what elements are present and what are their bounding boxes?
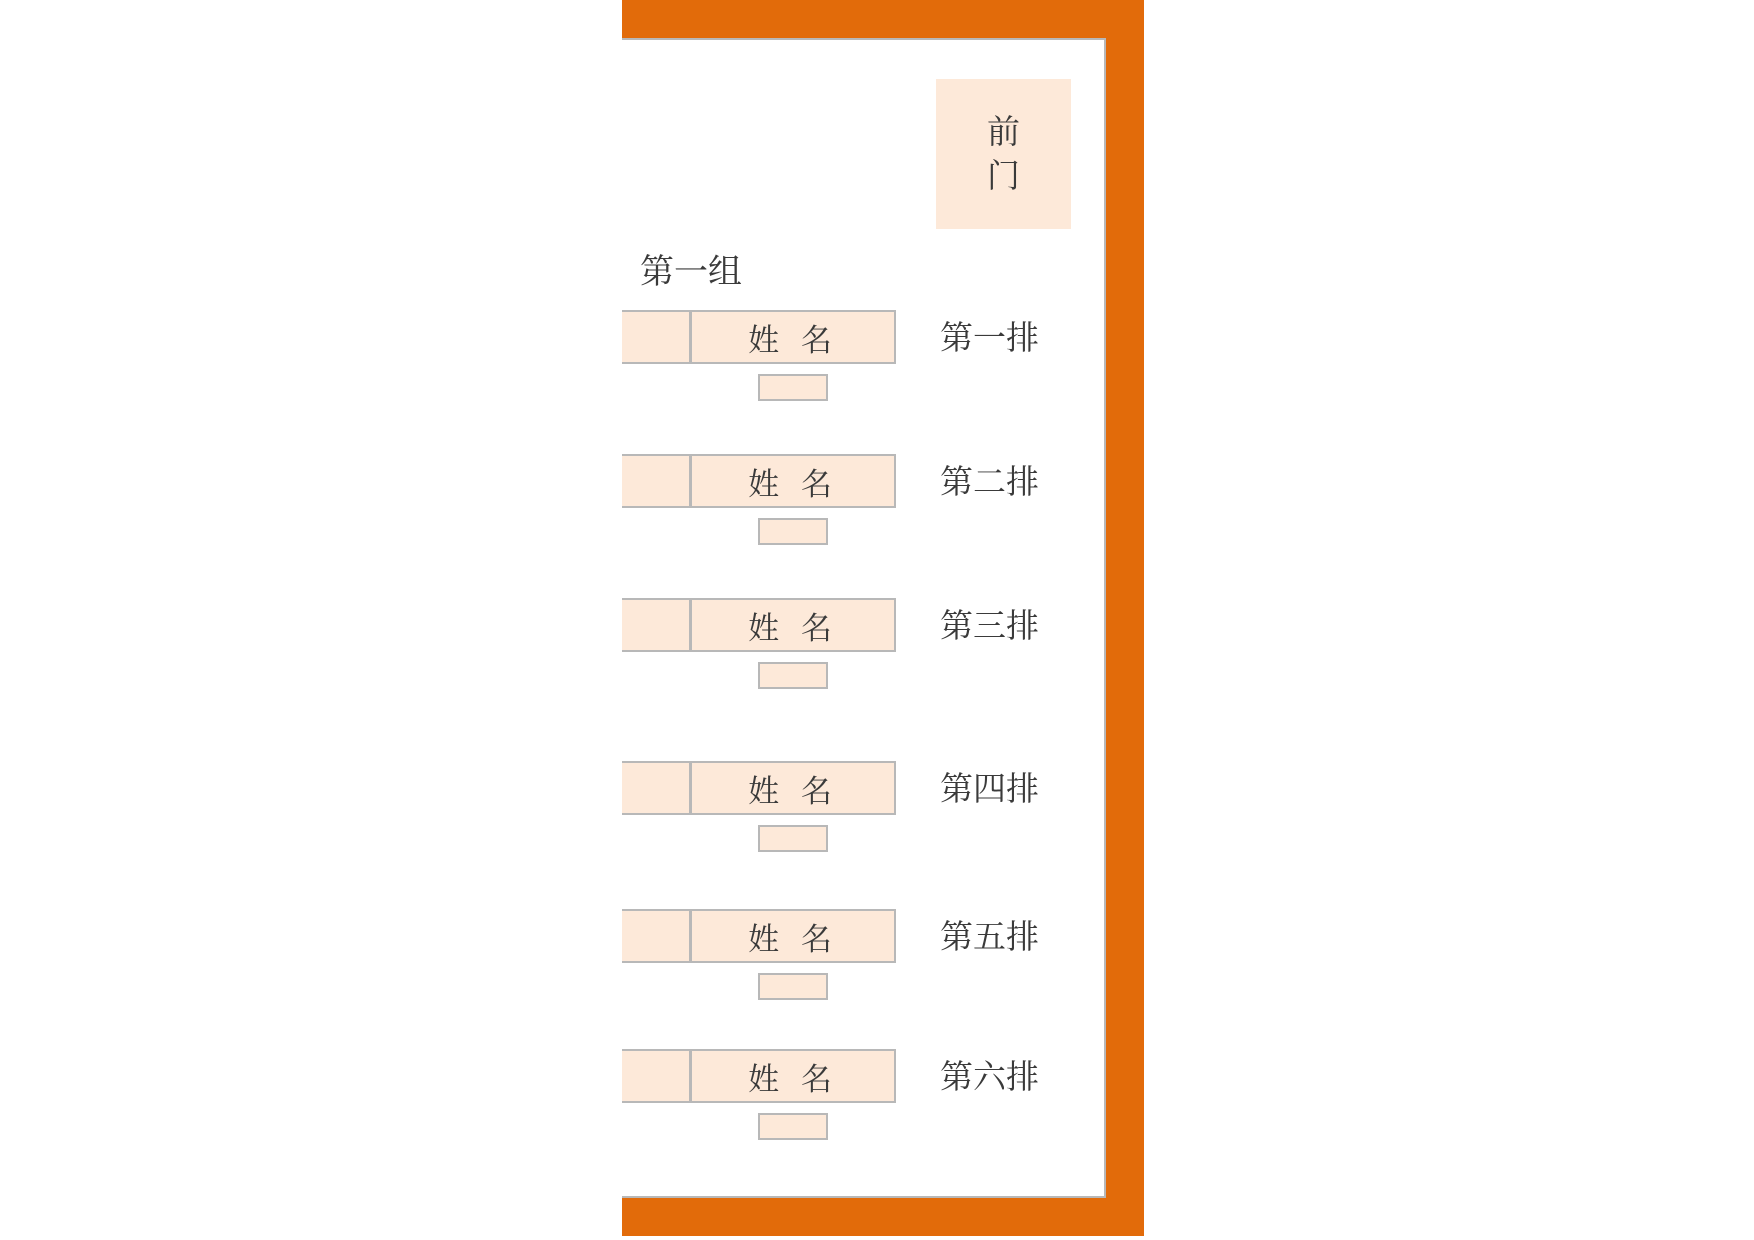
seat-box[interactable]	[758, 1113, 828, 1140]
seat-box[interactable]	[758, 374, 828, 401]
row-label: 第四排	[940, 769, 1039, 808]
classroom-top-edge	[622, 38, 1106, 40]
row-label: 第六排	[940, 1057, 1039, 1096]
front-door-label-line2: 门	[987, 156, 1020, 195]
desk-partial-left[interactable]	[622, 761, 691, 815]
desk-partial-left[interactable]	[622, 598, 691, 652]
desk-name-cell[interactable]: 姓 名	[690, 761, 896, 815]
front-door	[936, 79, 1071, 229]
row-label: 第三排	[940, 606, 1039, 645]
front-door-label-line1: 前	[987, 112, 1020, 151]
seat-box[interactable]	[758, 662, 828, 689]
seat-box[interactable]	[758, 973, 828, 1000]
desk-partial-left[interactable]	[622, 310, 691, 364]
desk-name-cell[interactable]: 姓 名	[690, 598, 896, 652]
seat-box[interactable]	[758, 518, 828, 545]
group-label: 第一组	[640, 252, 742, 292]
desk-partial-left[interactable]	[622, 1049, 691, 1103]
row-label: 第一排	[940, 318, 1039, 357]
row-label: 第二排	[940, 462, 1039, 501]
row-label: 第五排	[940, 917, 1039, 956]
desk-name-cell[interactable]: 姓 名	[690, 310, 896, 364]
desk-partial-left[interactable]	[622, 909, 691, 963]
desk-name-cell[interactable]: 姓 名	[690, 454, 896, 508]
seat-box[interactable]	[758, 825, 828, 852]
desk-name-cell[interactable]: 姓 名	[690, 909, 896, 963]
desk-partial-left[interactable]	[622, 454, 691, 508]
desk-name-cell[interactable]: 姓 名	[690, 1049, 896, 1103]
